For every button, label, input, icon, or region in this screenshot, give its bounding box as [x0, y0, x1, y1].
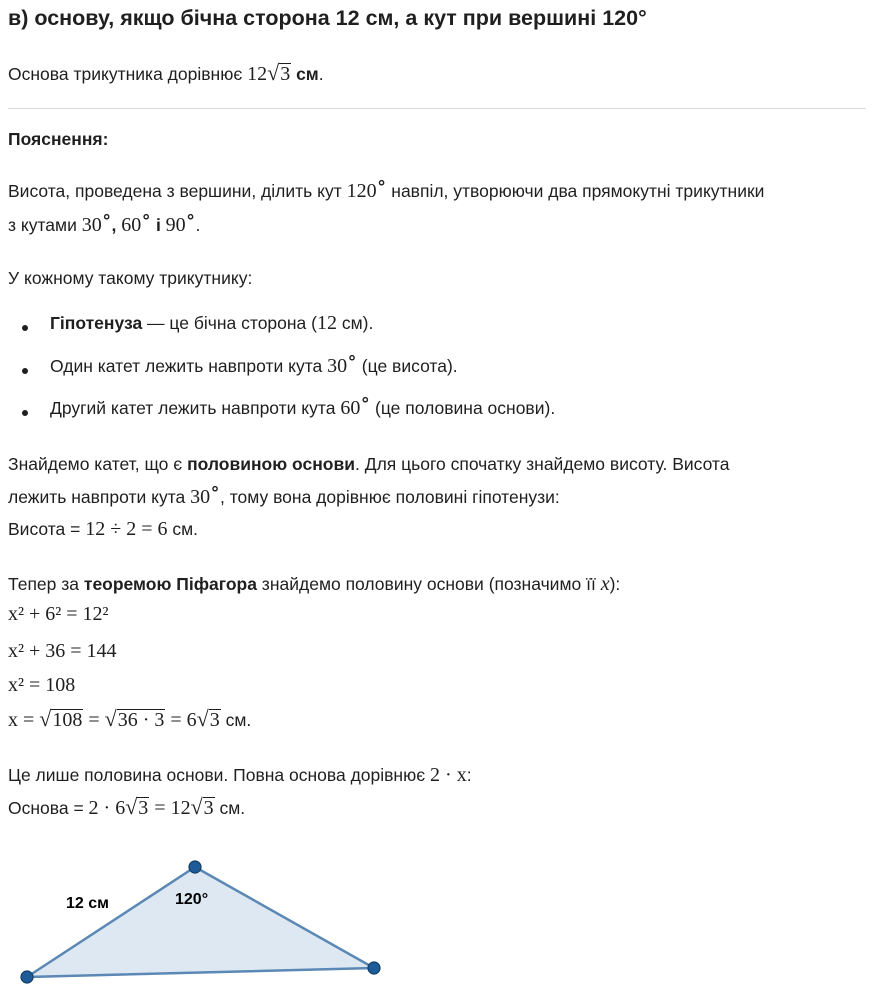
paragraph-3-line-1: Знайдемо катет, що є половиною основи. Для цього спочатку знайдемо висоту. Висота [8, 454, 730, 474]
paragraph-1-line-1: Висота, проведена з вершини, ділить кут 120∘ навпіл, утворюючи два прямокутні трикутники [8, 172, 765, 202]
paragraph-5-line-2: Основа = 2 · 6√3 = 12√3 см. [8, 794, 246, 819]
paragraph-2: У кожному такому трикутнику: [8, 268, 253, 288]
equation-4: x = √108 = √36 · 3 = 6√3 см. [8, 706, 252, 731]
explanation-title: Пояснення: [8, 129, 109, 149]
answer-line: Основа трикутника дорівнює 12√3 см. [8, 60, 324, 85]
paragraph-1-line-2: з кутами 30∘, 60∘ і 90∘. [8, 206, 201, 236]
task-heading: в) основу, якщо бічна сторона 12 см, а кут при вершині 120° [8, 6, 647, 30]
angle-label: 120° [175, 891, 209, 908]
bullet-item-3: Другий катет лежить навпроти кута 60∘ (це половина основи). [50, 389, 556, 419]
equation-3: x² = 108 [8, 674, 76, 696]
side-label: 12 см [66, 895, 109, 912]
vertex-right [368, 962, 380, 974]
paragraph-3-line-2: лежить навпроти кута 30∘, тому вона дорівнює половині гіпотенузи: [8, 478, 560, 508]
equation-1: x² + 6² = 12² [8, 603, 109, 625]
triangle-shape [27, 867, 374, 977]
paragraph-3-line-3: Висота = 12 ÷ 2 = 6 см. [8, 518, 199, 540]
bullet-item-2: Один катет лежить навпроти кута 30∘ (це висота). [50, 347, 458, 377]
paragraph-4-line-1: Тепер за теоремою Піфагора знайдемо половину основи (позначимо її x): [8, 573, 621, 595]
bullet-item-1: Гіпотенуза — це бічна сторона (12 см). [50, 312, 374, 334]
vertex-left [21, 971, 33, 983]
paragraph-5-line-1: Це лише половина основи. Повна основа дорівнює 2 · x: [8, 764, 472, 786]
equation-2: x² + 36 = 144 [8, 640, 117, 662]
vertex-top [189, 861, 201, 873]
